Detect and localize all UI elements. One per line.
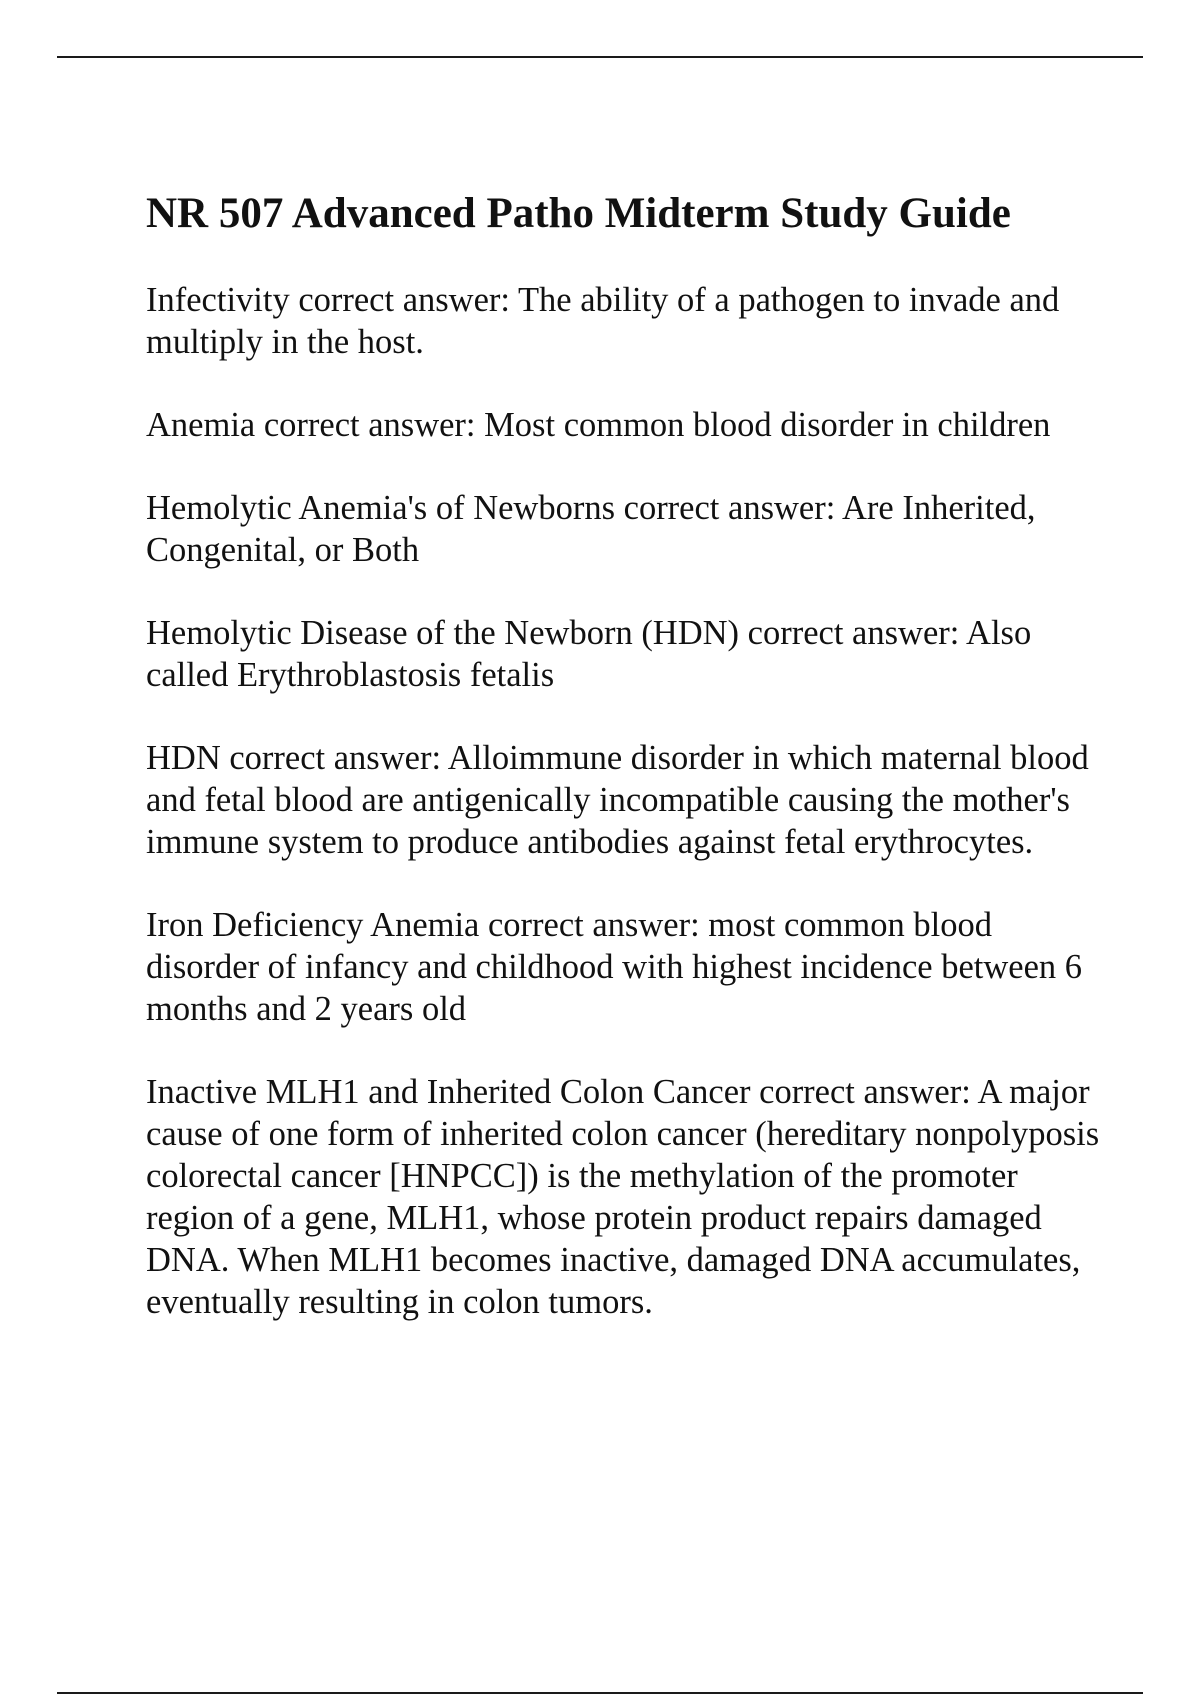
entry-hdn: HDN correct answer: Alloimmune disorder in which maternal blood and fetal blood are antigenically incompatible causing the mother's immune system to produce antibodies against fetal erythrocytes. — [146, 739, 1089, 861]
entry-infectivity: Infectivity correct answer: The ability of a pathogen to invade and multiply in the host. — [146, 281, 1060, 361]
entry-inactive-mlh1: Inactive MLH1 and Inherited Colon Cancer correct answer: A major cause of one form of inherited colon cancer (hereditary nonpolyposis colorectal cancer [HNPCC]) is the methylation of the promoter region of a gene, MLH1, whose protein product repairs damaged DNA. When MLH1 becomes inactive, damaged DNA accumulates, eventually resulting in colon tumors. — [146, 1073, 1100, 1321]
entry-iron-deficiency-anemia: Iron Deficiency Anemia correct answer: most common blood disorder of infancy and childhood with highest incidence between 6 months and 2 years old — [146, 906, 1083, 1028]
study-guide-entries — [146, 279, 1106, 1364]
entry-anemia: Anemia correct answer: Most common blood disorder in children — [146, 406, 1051, 444]
top-rule — [57, 56, 1143, 58]
entry-hemolytic-disease-newborn: Hemolytic Disease of the Newborn (HDN) correct answer: Also called Erythroblastosis fetalis — [146, 614, 1032, 694]
entry-hemolytic-anemias-newborns: Hemolytic Anemia's of Newborns correct answer: Are Inherited, Congenital, or Both — [146, 489, 1036, 569]
page-title: NR 507 Advanced Patho Midterm Study Guide — [146, 190, 1011, 237]
bottom-rule — [57, 1692, 1143, 1694]
